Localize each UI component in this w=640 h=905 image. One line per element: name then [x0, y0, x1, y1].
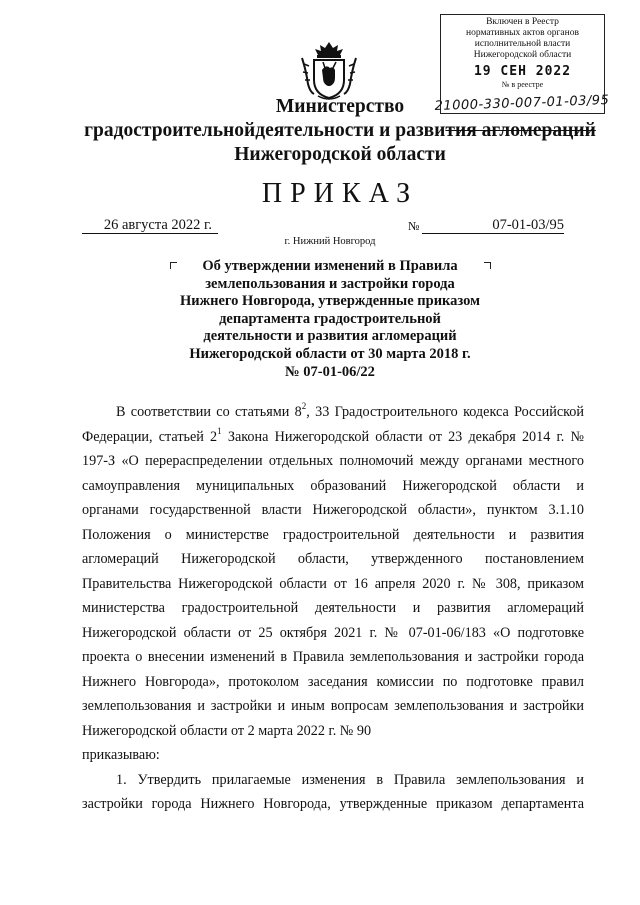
- order-date: 26 августа 2022 г.: [82, 217, 218, 234]
- body-line-2-superscript: 1: [217, 425, 222, 436]
- order-title: ПРИКАЗ: [261, 178, 419, 209]
- subject-line: землепользования и застройки города: [205, 275, 455, 292]
- order-body: [82, 400, 584, 817]
- subject-line: департамента градостроительной: [219, 310, 441, 327]
- stamp-line-4: Нижегородской области: [473, 50, 572, 60]
- subject-line: Нижегородской области от 30 марта 2018 г.: [189, 345, 471, 362]
- stamp-date: 19 СЕН 2022: [473, 64, 572, 79]
- order-number: 07-01-03/95: [422, 217, 564, 234]
- body-line: проекта о внесении изменений в Правила землепользования и застройки города: [82, 649, 584, 665]
- body-line: самоуправления муниципальных образований Нижегородской области и: [82, 477, 584, 494]
- ministry-title-line-2: [60, 120, 620, 142]
- body-line: Правительства Нижегородской области от 16 апреля 2020 г. № 308, приказом: [82, 575, 584, 592]
- body-line-1-part-b: , 33 Градостроительного кодекса Российской: [306, 404, 584, 420]
- coat-of-arms-icon: [300, 40, 358, 102]
- body-line-1-superscript: 2: [301, 401, 307, 412]
- body-line-2-part-b: Закона Нижегородской области от 23 декабря 2014 г. №: [221, 428, 584, 445]
- body-line: агломераций Нижегородской области, утвержденного постановлением: [82, 551, 584, 567]
- decree-word: приказываю:: [82, 747, 160, 763]
- body-line: Положения о министерстве градостроительной деятельности и развития: [82, 526, 584, 543]
- subject-line: Об утверждении изменений в Правила: [202, 258, 458, 274]
- body-line: [82, 425, 584, 450]
- item-1-line-1: 1. Утвердить прилагаемые изменения в Правила землепользования и: [116, 771, 584, 788]
- body-line-2-part-a: Федерации, статьей 2: [82, 428, 218, 445]
- body-line: Нижегородской области от 2 марта 2022 г. № 90: [82, 722, 372, 739]
- stamp-registry-label: № в реестре: [501, 80, 544, 89]
- ministry-title-line-2-struck: тия агломераций: [445, 120, 596, 141]
- body-line: 197-З «О перераспределении отдельных полномочий между органами местного: [82, 453, 584, 469]
- body-line: министерства градостроительной деятельности и развития агломераций: [82, 600, 584, 616]
- ministry-title-line-1: Министерство: [275, 96, 405, 117]
- body-line: землепользования и застройки и иным вопросам землепользования и застройки: [82, 698, 584, 714]
- stamp-line-2: нормативных актов органов: [466, 28, 579, 38]
- order-city: г. Нижний Новгород: [284, 236, 376, 247]
- body-line: Нижнего Новгорода», протоколом заседания комиссии по подготовке правил: [82, 673, 584, 690]
- body-line: [82, 400, 584, 425]
- item-1-line-2: застройки города Нижнего Новгорода, утвержденные приказом департамента: [82, 796, 584, 812]
- body-line: Нижегородской области от 25 октября 2021 г. № 07-01-06/183 «О подготовке: [82, 624, 584, 641]
- subject-line: деятельности и развития агломераций: [203, 328, 457, 345]
- stamp-line-3: исполнительной власти: [474, 39, 571, 49]
- subject-line: Нижнего Новгорода, утвержденные приказом: [179, 293, 481, 310]
- body-line: органами государственной власти Нижегородской области», пунктом 3.1.10: [82, 502, 584, 518]
- ministry-title-line-3: Нижегородской области: [234, 144, 446, 165]
- ministry-title-line-2-main: градостроительнойдеятельности и разви: [84, 120, 446, 141]
- order-number-label: №: [408, 219, 420, 233]
- stamp-line-1: Включен в Реестр: [486, 17, 559, 27]
- order-subject: [150, 258, 510, 381]
- stamp-registry-number: 21000-330-007-01-03/95: [434, 92, 610, 115]
- subject-line: № 07-01-06/22: [285, 363, 375, 380]
- body-line-1-part-a: В соответствии со статьями 8: [116, 404, 302, 420]
